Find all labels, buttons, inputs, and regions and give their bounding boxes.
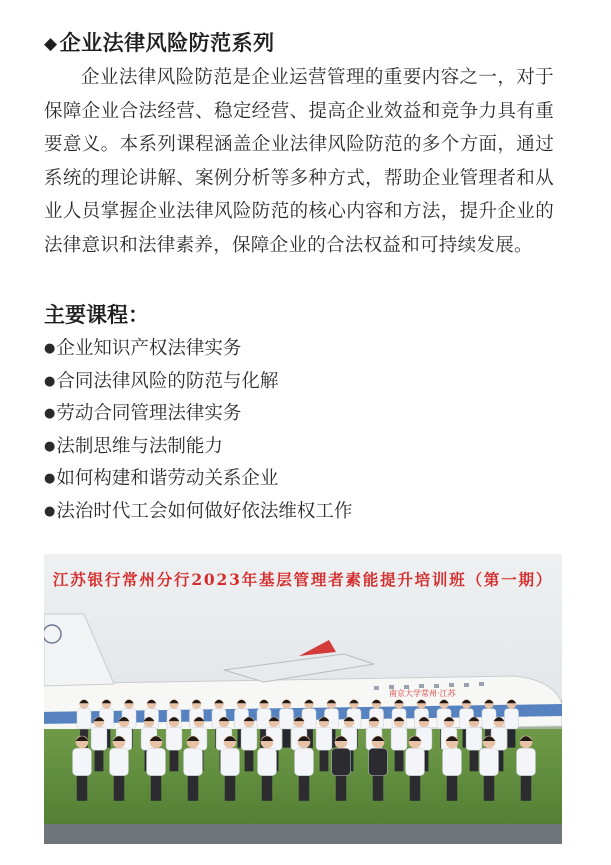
course-item-label: 法制思维与法制能力 [56,435,223,457]
tarmac [44,824,562,844]
intro-paragraph: 企业法律风险防范是企业运营管理的重要内容之一，对于保障企业合法经营、稳定经营、提高企业效益和竞争力具有重要意义。本系列课程涵盖企业法律风险防范的多个方面，通过系统的理论讲解、案例分析等多种方式，帮助企业管理者和从业人员掌握企业法律风险防范的核心内容和方法，提升企业的法律意识和法律素养，保障企业的合法权益和可持续发展。 [44,67,554,256]
course-list [44,333,352,528]
section-title-text: 企业法律风险防范系列 [59,31,275,55]
course-item [44,431,352,464]
group-photo-image [44,554,562,844]
dot-bullet-icon: ● [44,438,56,454]
course-item [44,496,352,529]
group-photo [44,554,562,844]
section-title [44,27,275,57]
course-item-label: 企业知识产权法律实务 [56,338,242,359]
course-item [44,463,352,496]
diamond-bullet-icon: ◆ [44,34,58,54]
course-item-label: 法治时代工会如何做好依法维权工作 [56,500,353,522]
course-item [44,366,352,399]
course-item-label: 合同法律风险的防范与化解 [56,370,279,392]
dot-bullet-icon: ● [44,341,56,356]
dot-bullet-icon: ● [44,471,56,486]
plane-sign: 南京大学常州·江苏 [389,689,456,698]
dot-bullet-icon: ● [44,503,56,519]
courses-heading: 主要课程： [44,303,149,327]
dot-bullet-icon: ● [44,406,56,421]
course-item [44,398,352,431]
dot-bullet-icon: ● [44,373,56,389]
photo-banner: 江苏银行常州分行2023年基层管理者素能提升培训班（第一期） [52,570,554,589]
course-item-label: 劳动合同管理法律实务 [56,403,242,424]
course-item-label: 如何构建和谐劳动关系企业 [56,468,279,489]
course-item [44,333,352,366]
